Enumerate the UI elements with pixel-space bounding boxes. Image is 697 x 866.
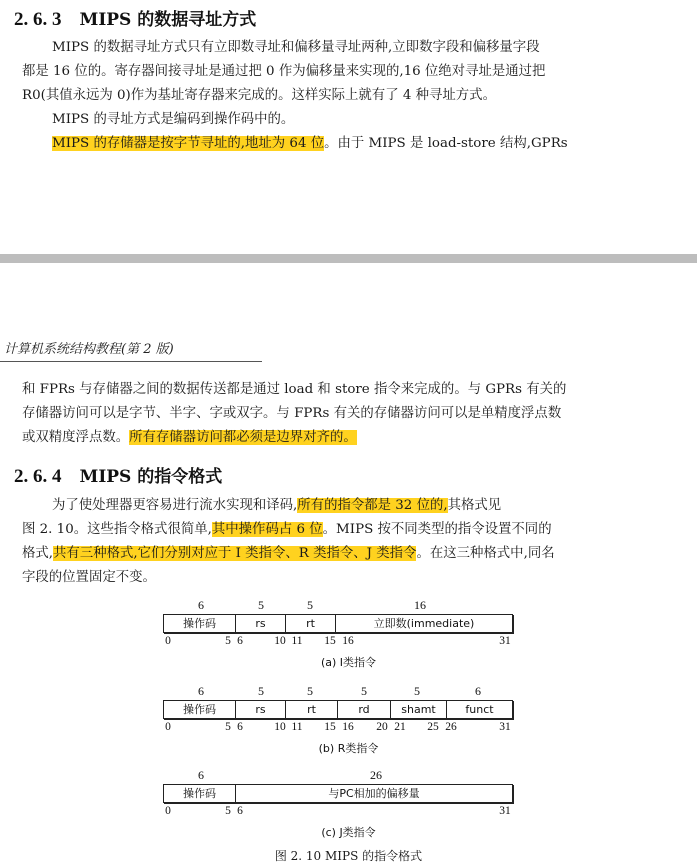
highlighted-text: 所有存储器访问都必须是边界对齐的。	[129, 430, 357, 445]
bit-position-label: 0	[165, 805, 171, 817]
text-fragment: 或双精度浮点数。	[22, 430, 130, 445]
field-width-label: 5	[258, 684, 264, 698]
text-line: 和 FPRs 与存储器之间的数据传送都是通过 load 和 store 指令来完成的。与 GPRs 有关的	[22, 382, 567, 397]
field-opcode: 操作码	[164, 615, 236, 632]
section-number: 2. 6. 3	[14, 9, 62, 30]
field-width-label: 6	[475, 684, 481, 698]
bit-position-label: 16	[342, 721, 354, 733]
field-width-label: 6	[198, 684, 204, 698]
paragraph-formats	[22, 494, 664, 590]
bit-position-label: 6	[237, 635, 243, 647]
field-width-label: 16	[414, 598, 426, 612]
text-line: MIPS 的数据寻址方式只有立即数寻址和偏移量寻址两种,立即数字段和偏移量字段	[52, 40, 540, 55]
field-width-label: 6	[198, 598, 204, 612]
text-line: 都是 16 位的。寄存器间接寻址是通过把 0 作为偏移量来实现的,16 位绝对寻址是通过把	[22, 64, 546, 79]
section-heading-2-6-3	[14, 5, 256, 31]
field-width-label: 26	[370, 768, 382, 782]
bit-position-label: 0	[165, 721, 171, 733]
bit-position-label: 5	[225, 721, 231, 733]
field-width-label: 5	[258, 598, 264, 612]
field-shamt: shamt	[391, 701, 447, 718]
field-width-label: 5	[414, 684, 420, 698]
text-line: MIPS 的寻址方式是编码到操作码中的。	[52, 112, 295, 127]
field-opcode: 操作码	[164, 785, 236, 802]
bit-position-label: 5	[225, 635, 231, 647]
text-fragment: 为了使处理器更容易进行流水实现和译码,	[52, 498, 298, 513]
field-pc-offset: 与PC相加的偏移量	[328, 787, 420, 800]
highlighted-text: MIPS 的存储器是按字节寻址的,地址为 64 位	[52, 136, 325, 151]
format-caption: (b) R类指令	[318, 742, 379, 755]
text-fragment: 。由于 MIPS 是 load-store 结构,GPRs	[324, 136, 568, 151]
field-immediate: 立即数(immediate)	[373, 617, 475, 630]
highlighted-text: 共有三种格式,它们分别对应于 I 类指令、R 类指令、J 类指令	[53, 546, 417, 561]
section-title: MIPS 的指令格式	[79, 467, 223, 487]
bit-position-label: 10	[274, 721, 286, 733]
paragraph-addressing	[22, 36, 664, 156]
bit-position-label: 20	[376, 721, 388, 733]
field-rt: rt	[286, 701, 338, 718]
bit-position-label: 31	[499, 805, 511, 817]
bit-position-label: 10	[274, 635, 286, 647]
text-line	[22, 518, 664, 542]
field-rs: rs	[236, 701, 286, 718]
bit-position-label: 11	[291, 721, 303, 733]
field-width-label: 5	[361, 684, 367, 698]
text-fragment: 其格式见	[447, 498, 502, 513]
bit-position-label: 6	[237, 721, 243, 733]
section-number: 2. 6. 4	[14, 466, 62, 487]
field-rd: rd	[338, 701, 391, 718]
field-rs: rs	[236, 615, 286, 632]
field-opcode: 操作码	[164, 701, 236, 718]
field-width-label: 6	[198, 768, 204, 782]
bit-position-label: 11	[291, 635, 303, 647]
text-line	[22, 132, 664, 156]
running-page-header: 计算机系统结构教程(第 2 版)	[4, 342, 174, 357]
section-heading-2-6-4	[14, 462, 222, 488]
bit-position-label: 0	[165, 635, 171, 647]
bit-position-label: 31	[499, 721, 511, 733]
section-title: MIPS 的数据寻址方式	[79, 10, 257, 30]
format-caption: (c) J类指令	[321, 826, 376, 839]
figure-caption: 图 2. 10 MIPS 的指令格式	[274, 849, 423, 863]
highlighted-text: 其中操作码占 6 位	[211, 522, 323, 537]
text-line: 字段的位置固定不变。	[22, 570, 156, 585]
text-line: 存储器访问可以是字节、半字、字或双字。与 FPRs 有关的存储器访问可以是单精度浮点数	[22, 406, 562, 421]
text-fragment: 图 2. 10。这些指令格式很简单,	[22, 522, 212, 537]
bit-position-label: 16	[342, 635, 354, 647]
text-line	[22, 426, 664, 450]
text-fragment: 格式,	[22, 546, 54, 561]
field-width-label: 5	[307, 684, 313, 698]
text-line: R0(其值永远为 0)作为基址寄存器来完成的。这样实际上就有了 4 种寻址方式。	[22, 88, 496, 103]
bit-position-label: 6	[237, 805, 243, 817]
field-rt: rt	[286, 615, 336, 632]
bit-position-label: 5	[225, 805, 231, 817]
bit-position-label: 15	[324, 721, 336, 733]
bit-position-label: 31	[499, 635, 511, 647]
field-funct: funct	[465, 703, 494, 716]
instruction-field-box	[163, 700, 513, 719]
highlighted-text: 所有的指令都是 32 位的,	[297, 498, 448, 513]
paragraph-transfer	[22, 378, 664, 450]
page-divider	[0, 254, 697, 263]
text-fragment: 。MIPS 按不同类型的指令设置不同的	[322, 522, 552, 537]
bit-position-label: 21	[394, 721, 406, 733]
instruction-field-box	[163, 614, 513, 633]
text-line	[22, 494, 664, 518]
bit-position-label: 26	[445, 721, 457, 733]
format-caption: (a) I类指令	[320, 656, 377, 669]
text-line	[22, 542, 664, 566]
instruction-field-box	[163, 784, 513, 803]
field-width-label: 5	[307, 598, 313, 612]
bit-position-label: 15	[324, 635, 336, 647]
bit-position-label: 25	[427, 721, 439, 733]
header-rule	[0, 361, 262, 362]
text-fragment: 。在这三种格式中,同名	[416, 546, 555, 561]
